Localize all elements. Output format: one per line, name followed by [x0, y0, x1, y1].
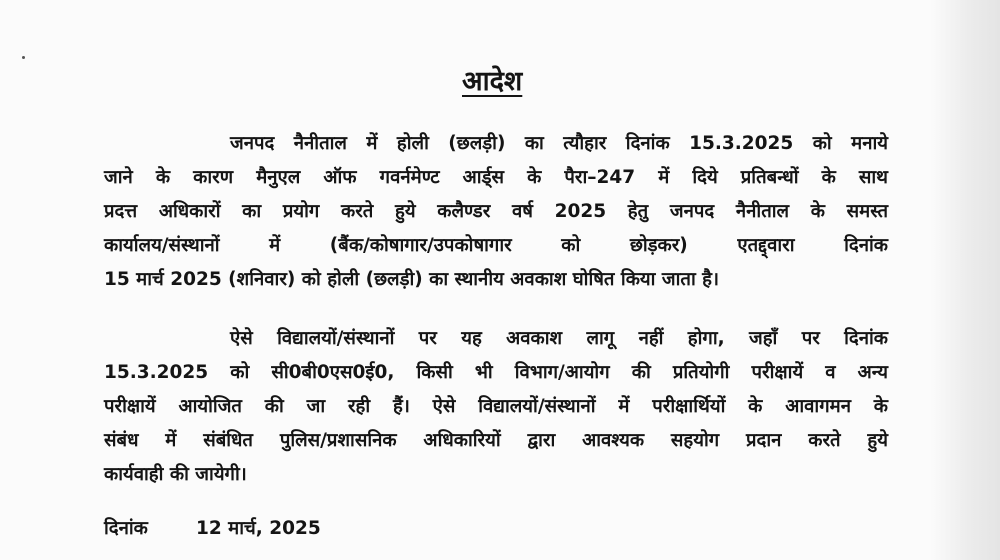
order-title: आदेश [462, 66, 523, 97]
paragraph-2-line-1: ऐसे विद्यालयों/संस्थानों पर यह अवकाश लागू नहीं होगा, जहाँ पर दिनांक [230, 328, 888, 349]
paragraph-2-line-2: 15.3.2025 को सी0बी0एस0ई0, किसी भी विभाग/आयोग की प्रतियोगी परीक्षायें व अन्य [104, 362, 888, 383]
paragraph-2-line-4: संबंध में संबंधित पुलिस/प्रशासनिक अधिकारियों द्वारा आवश्यक सहयोग प्रदान करते हुये [104, 430, 888, 451]
paragraph-1-line-1: जनपद नैनीताल में होली (छलड़ी) का त्यौहार दिनांक 15.3.2025 को मनाये [230, 133, 888, 154]
paragraph-2-line-3: परीक्षायें आयोजित की जा रही हैं। ऐसे विद्यालयों/संस्थानों में परीक्षार्थियों के आवागमन के [104, 396, 888, 417]
date-value: 12 मार्च, 2025 [196, 518, 321, 539]
paragraph-1-line-2: जाने के कारण मैनुएल ऑफ गवर्नमेण्ट आर्ड्स के पैरा–247 में दिये प्रतिबन्धों के साथ [104, 167, 888, 188]
page-edge-shadow [930, 0, 1000, 560]
paragraph-1-line-3: प्रदत्त अधिकारों का प्रयोग करते हुये कलैण्डर वर्ष 2025 हेतु जनपद नैनीताल के समस्त [104, 201, 888, 222]
date-label: दिनांक [104, 518, 148, 539]
paper-speck [22, 56, 25, 59]
paragraph-1-line-5: 15 मार्च 2025 (शनिवार) को होली (छलड़ी) का स्थानीय अवकाश घोषित किया जाता है। [104, 269, 720, 290]
paragraph-1-line-4: कार्यालय/संस्थानों में (बैंक/कोषागार/उपकोषागार को छोड़कर) एतद्द्वारा दिनांक [104, 235, 888, 256]
paragraph-2-line-5: कार्यवाही की जायेगी। [104, 464, 247, 485]
